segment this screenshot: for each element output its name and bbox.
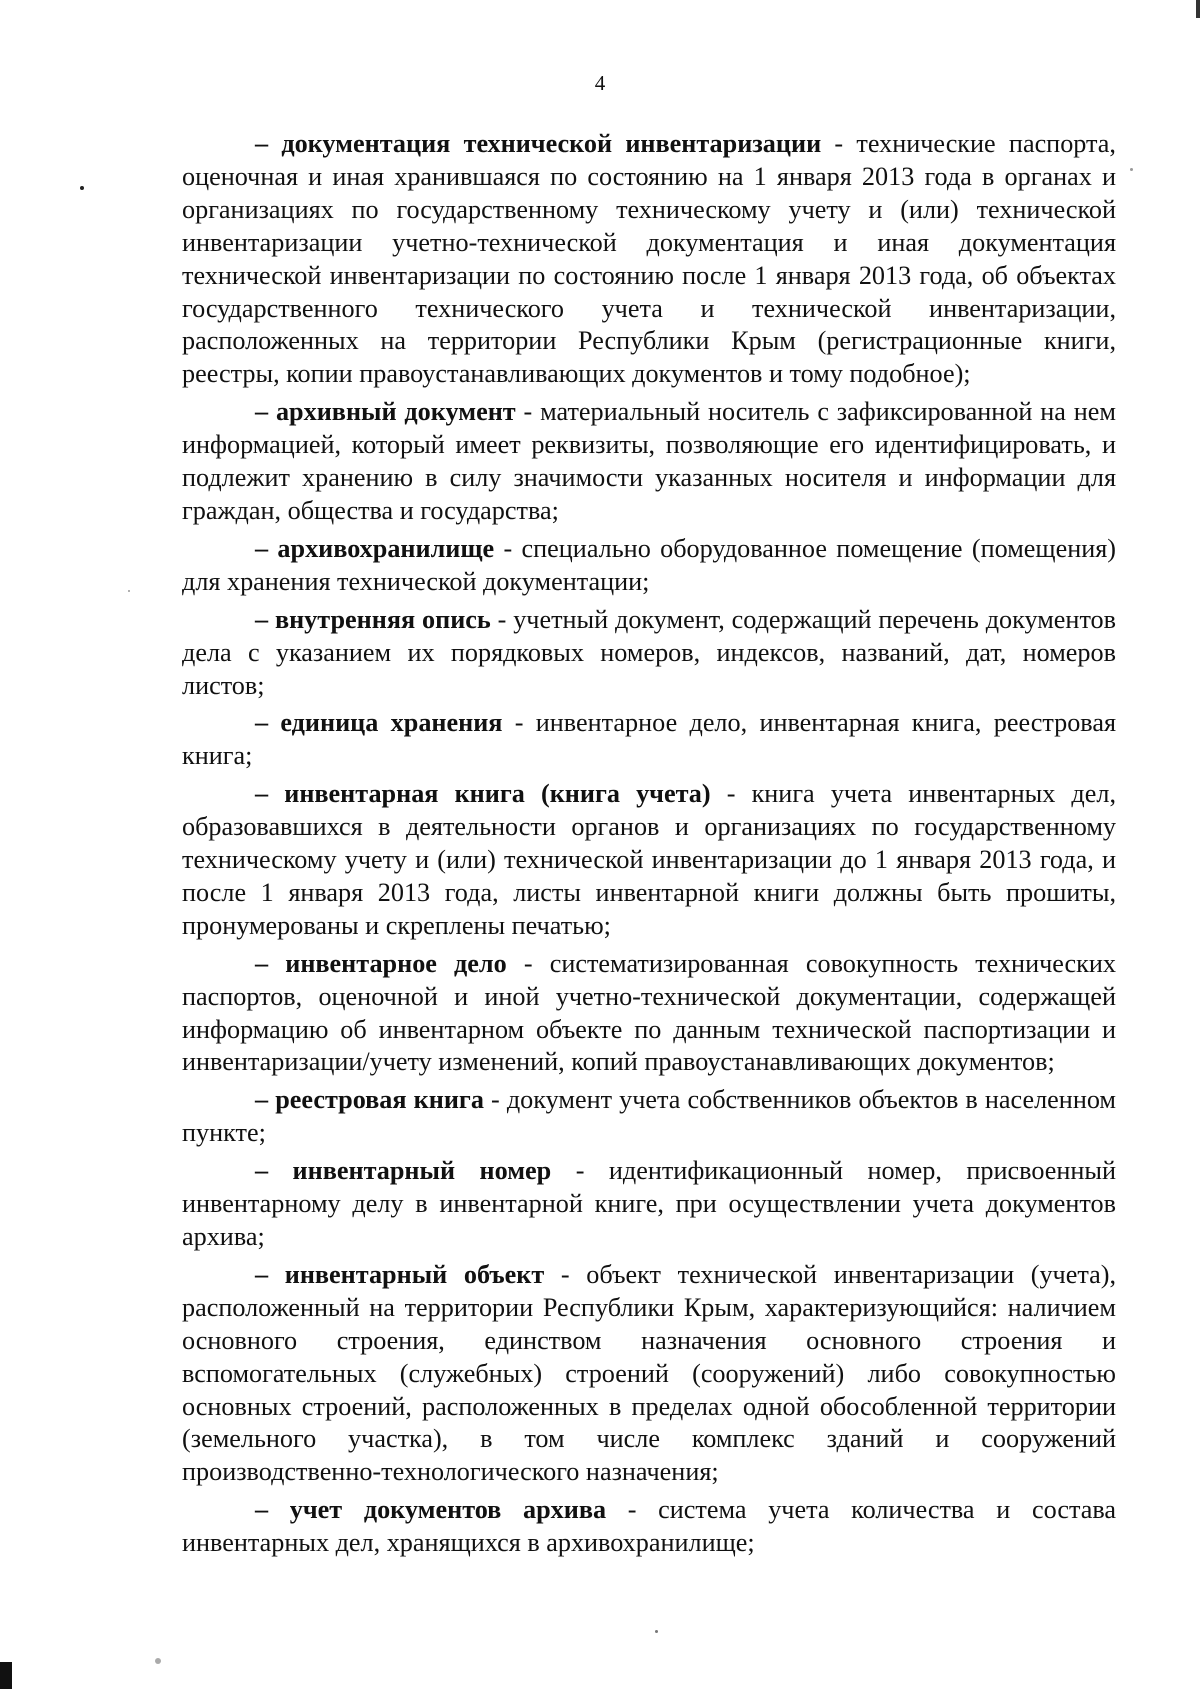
definition-text: - учетный документ, содержащий перечень документов дела с указанием их порядковых номеров, индексов, названий, дат, номеров листов;	[182, 604, 1116, 700]
scan-speck	[655, 1630, 658, 1633]
definition-term: – инвентарный объект	[255, 1259, 545, 1289]
definition-text: - материальный носитель с зафиксированной на нем информацией, который имеет реквизиты, позволяющие его идентифицировать, и подлежит хранению в силу значимости указанных носителя и информации для граждан, общества и государства;	[182, 397, 1117, 525]
definition-text: - документ учета собственников объектов в населенном пункте;	[182, 1085, 1117, 1148]
definition-term: – инвентарная книга (книга учета)	[255, 779, 711, 809]
definition-term: – инвентарный номер	[255, 1156, 552, 1186]
definition-term: – реестровая книга	[255, 1085, 484, 1115]
definition-text: - объект технической инвентаризации (учета), расположенный на территории Республики Крым, характеризующийся: наличием основного строения, единством назначения основного строения и вспомогательных (служебных) строений (сооружений) либо совокупностью основных строений, расположенных в пределах одной обособленной территории (земельного участка), в том числе комплекс зданий и сооружений производственно-технологического назначения;	[182, 1259, 1116, 1487]
definition-term: – инвентарное дело	[255, 948, 507, 978]
definition-paragraph	[182, 533, 1116, 599]
definition-text: - инвентарное дело, инвентарная книга, реестровая книга;	[182, 708, 1116, 771]
scan-speck	[80, 186, 84, 190]
scan-speck	[128, 590, 130, 592]
definition-paragraph	[182, 604, 1116, 703]
definition-paragraph	[182, 1084, 1116, 1150]
page-number: 4	[594, 71, 606, 95]
definition-paragraph	[182, 396, 1116, 528]
definition-paragraph	[182, 1155, 1116, 1254]
definitions-list	[182, 128, 1116, 1565]
scan-corner-mark	[1196, 0, 1200, 18]
definition-paragraph	[182, 778, 1116, 943]
scan-speck	[155, 1658, 161, 1664]
scan-edge-bar	[0, 1662, 12, 1689]
definition-term: – архивный документ	[255, 397, 516, 427]
definition-text: - система учета количества и состава инвентарных дел, хранящихся в архивохранилище;	[182, 1495, 1116, 1558]
definition-term: – документация технической инвентаризации	[255, 129, 822, 158]
definition-paragraph	[182, 128, 1116, 391]
definition-text: - идентификационный номер, присвоенный инвентарному делу в инвентарной книге, при осуществлении учета документов архива;	[182, 1156, 1116, 1251]
definition-paragraph	[182, 1494, 1116, 1560]
scan-speck	[1130, 168, 1133, 171]
definition-term: – внутренняя опись	[255, 604, 491, 634]
definition-text: - книга учета инвентарных дел, образовавшихся в деятельности органов и организациях по государственному техническому учету и (или) технической инвентаризации до 1 января 2013 года, и после 1 января 2013 года, листы инвентарной книги должны быть прошиты, пронумерованы и скреплены печатью;	[182, 779, 1116, 940]
definition-text: - систематизированная совокупность технических паспортов, оценочной и иной учетно-технической документации, содержащей информацию об инвентарном объекте по данным технической паспортизации и инвентаризации/учету изменений, копий правоустанавливающих документов;	[182, 948, 1116, 1077]
definition-term: – архивохранилище	[255, 533, 495, 563]
definition-term: – единица хранения	[255, 708, 503, 738]
definition-text: - специально оборудованное помещение (помещения) для хранения технической документации;	[182, 533, 1116, 596]
definition-paragraph	[182, 707, 1116, 773]
definition-term: – учет документов архива	[255, 1495, 607, 1525]
definition-text: - технические паспорта, оценочная и иная хранившаяся по состоянию на 1 января 2013 года в органах и организациях по государственному техническому учету и (или) технической инвентаризации учетно-технической документация и иная документация технической инвентаризации по состоянию после 1 января 2013 года, об объектах государственного технического учета и технической инвентаризации, расположенных на территории Республики Крым (регистрационные книги, реестры, копии правоустанавливающих документов и тому подобное);	[182, 129, 1116, 389]
definition-paragraph	[182, 948, 1116, 1080]
definition-paragraph	[182, 1259, 1116, 1489]
